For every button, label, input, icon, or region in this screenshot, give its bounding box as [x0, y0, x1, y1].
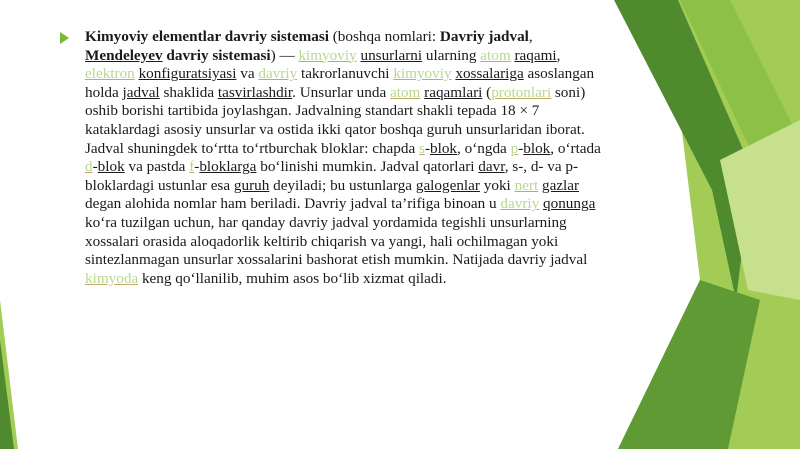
text-run: ,: [528, 28, 533, 45]
link-atom[interactable]: atom: [480, 46, 511, 64]
text-run: ularning: [422, 46, 481, 64]
text-run: , o‘rtada: [550, 139, 601, 157]
text-run: ko‘ra tuzilgan uchun, har qanday davriy jadval yordamida tegishli unsurlarning xossalari orasida aloqadorlik keltirib chiqarish va yangi, hali ochilmagan yoki sintezlanmagan unsurlar xossalarini bashorat etish mumkin. Natijada davriy jadval: [85, 213, 588, 269]
triangle-bullet-icon: [60, 32, 69, 44]
definition-paragraph: [85, 28, 604, 288]
link-xossalariga[interactable]: xossalariga: [455, 65, 524, 83]
text-run: keng qo‘llanilib, muhim asos bo‘lib xizmat qiladi.: [138, 269, 447, 287]
link-davr[interactable]: davr: [478, 158, 505, 176]
link-kimyoda[interactable]: kimyoda: [85, 269, 139, 287]
link-d-blok[interactable]: blok: [97, 158, 125, 176]
link-tasvirlashdir[interactable]: tasvirlashdir: [217, 83, 293, 101]
text-run: (: [482, 83, 492, 101]
text-run: takrorlanuvchi: [297, 65, 394, 83]
text-run: yoki: [479, 176, 515, 194]
text-run: asoslangan holda: [85, 65, 595, 101]
text-run: deyiladi; bu ustunlarga: [269, 176, 416, 194]
text-run: soni) oshib borishi tartibida joylashgan. Jadvalning standart shakli tepada 18 × 7 kataklardagi asosiy unsurlar va ostida ikki qator boshqa guruh unsurlaridan iborat. Jadval shuningdek to‘rtta to‘rtburchak bloklar: chapda: [85, 83, 586, 157]
link-konfiguratsiyasi[interactable]: konfiguratsiyasi: [138, 65, 237, 83]
link-kimyoviy-2[interactable]: kimyoviy: [393, 65, 452, 83]
link-p[interactable]: p: [510, 139, 519, 157]
link-jadval[interactable]: jadval: [122, 83, 160, 101]
link-atom-raqami[interactable]: raqami: [514, 46, 557, 64]
text-run: -: [424, 139, 431, 157]
text-run: (boshqa nomlari:: [328, 28, 440, 45]
text-run: -: [518, 139, 524, 157]
link-unsurlarni[interactable]: unsurlarni: [360, 46, 423, 64]
link-davriy[interactable]: davriy: [258, 65, 298, 83]
text-run: ) —: [270, 46, 299, 64]
link-s-blok[interactable]: blok: [430, 139, 458, 157]
link-elektron[interactable]: elektron: [85, 65, 135, 83]
link-guruh[interactable]: guruh: [233, 176, 270, 194]
link-protonlari[interactable]: protonlari: [491, 83, 552, 101]
text-run: degan alohida nomlar ham beriladi. Davriy jadval ta’rifiga binoan u: [85, 195, 501, 213]
text-run: , s-, d- va p-bloklardagi ustunlar esa: [85, 158, 579, 194]
link-atom-2[interactable]: atom: [389, 83, 421, 101]
text-run: shaklida: [159, 83, 218, 101]
link-davriy-2[interactable]: davriy: [500, 195, 540, 213]
link-raqamlari[interactable]: raqamlari: [424, 83, 483, 101]
text-run: va: [236, 65, 259, 83]
text-run: . Unsurlar unda: [292, 83, 390, 101]
alt-name-1: Davriy jadval: [439, 28, 529, 45]
text-run: -: [194, 158, 200, 176]
term-title: Kimyoviy elementlar davriy sistemasi: [85, 28, 329, 45]
text-run: va pastda: [124, 158, 190, 176]
link-gazlar[interactable]: gazlar: [541, 176, 580, 194]
link-bloklarga[interactable]: bloklarga: [199, 158, 257, 176]
text-run: , o‘ngda: [457, 139, 511, 157]
link-f[interactable]: f: [189, 158, 195, 176]
link-s[interactable]: s: [419, 139, 425, 157]
link-galogenlar[interactable]: galogenlar: [415, 176, 480, 194]
link-d[interactable]: d: [85, 158, 93, 176]
link-mendeleyev[interactable]: Mendeleyev: [85, 46, 163, 64]
text-run: bo‘linishi mumkin. Jadval qatorlari: [256, 158, 479, 176]
slide-body: [64, 28, 604, 288]
link-p-blok[interactable]: blok: [523, 139, 551, 157]
link-nert[interactable]: nert: [514, 176, 539, 194]
link-qonunga[interactable]: qonunga: [543, 195, 596, 213]
link-kimyoviy[interactable]: kimyoviy: [298, 46, 357, 64]
text-run: ,: [556, 46, 561, 64]
alt-name-2: davriy sistemasi: [162, 46, 271, 64]
text-run: -: [92, 158, 98, 176]
